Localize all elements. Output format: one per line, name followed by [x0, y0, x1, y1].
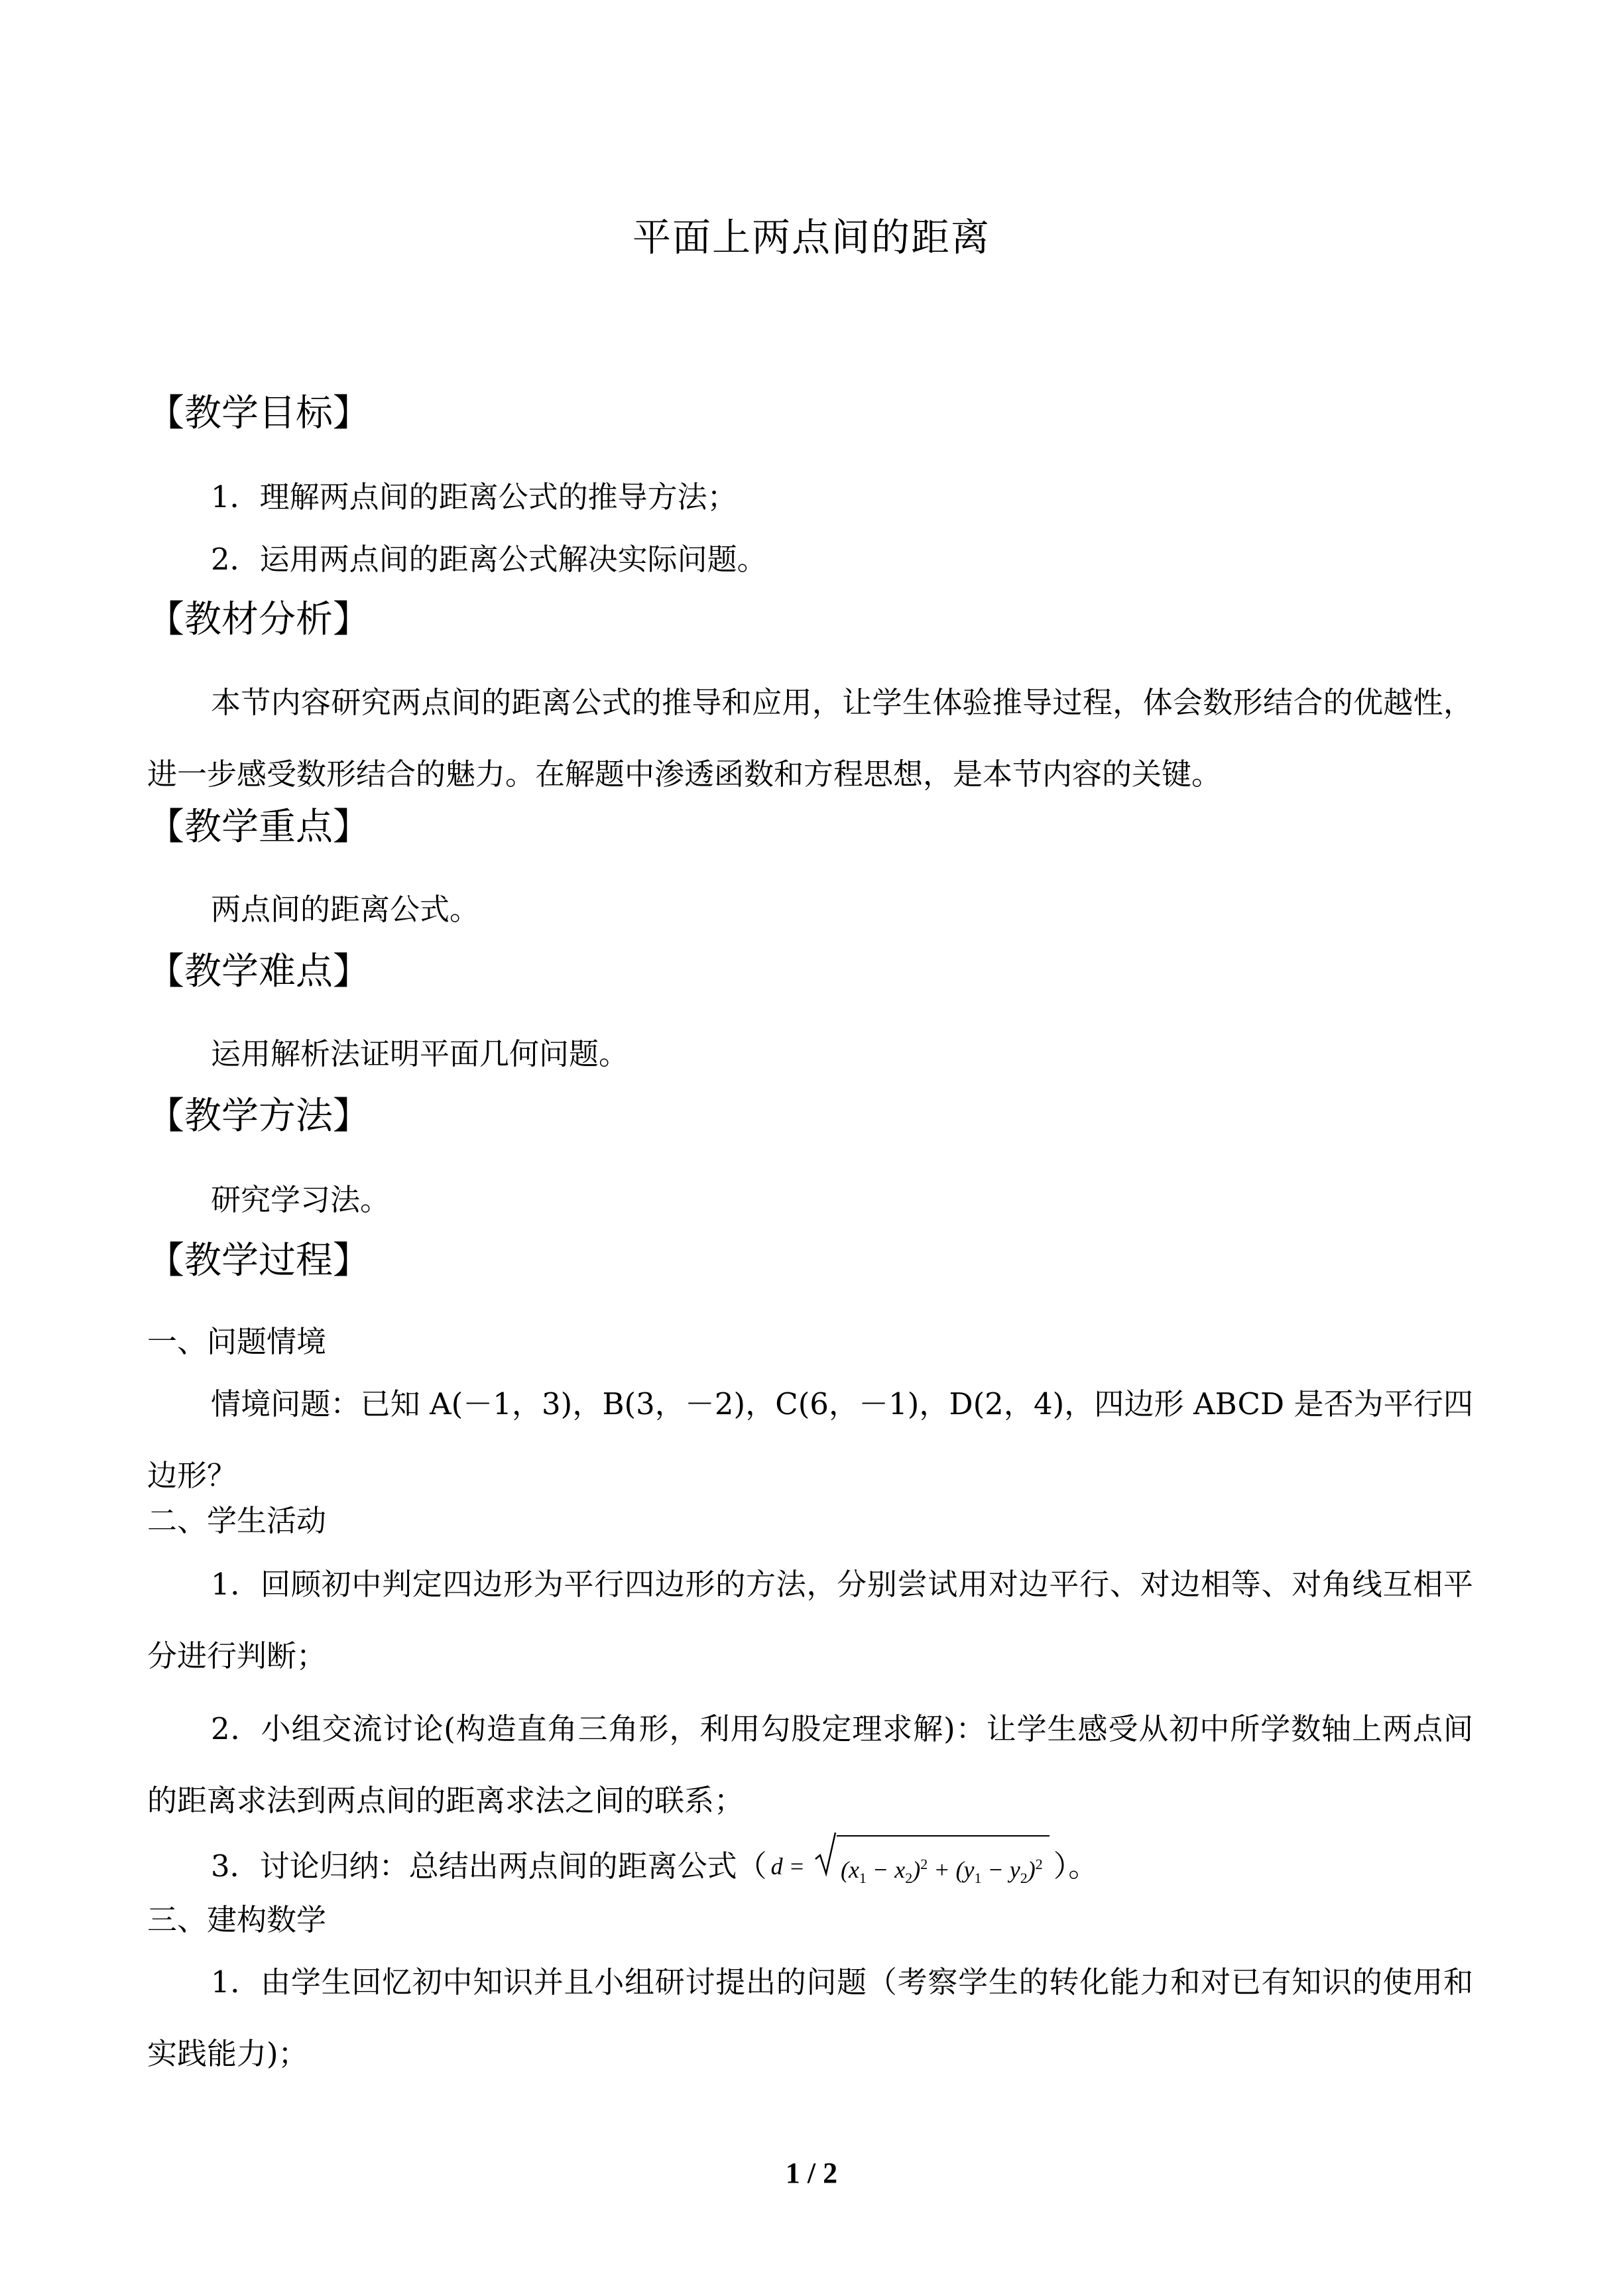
page-number: 1 / 2 [785, 2157, 838, 2189]
item3-suffix: ）。 [1053, 1848, 1099, 1884]
process-part2-item1: 1．回顾初中判定四边形为平行四边形的方法，分别尝试用对边平行、对边相等、对角线互相平分进行判断； [147, 1567, 1473, 1673]
heading-methods: 【教学方法】 [147, 1095, 370, 1138]
process-part1-title: 一、问题情境 [147, 1324, 327, 1359]
objective-item-1: 1．理解两点间的距离公式的推导方法； [211, 479, 737, 514]
process-part2-title: 二、学生活动 [147, 1503, 327, 1538]
process-part2-item2: 2．小组交流讨论(构造直角三角形，利用勾股定理求解)：让学生感受从初中所学数轴上两点间的距离求法到两点间的距离求法之间的联系； [147, 1711, 1473, 1818]
process-part2-item3 [211, 1831, 1098, 1901]
process-part3-title: 三、建构数学 [147, 1902, 327, 1937]
difficulties-text: 运用解析法证明平面几何问题。 [211, 1036, 629, 1071]
methods-text: 研究学习法。 [211, 1182, 391, 1217]
process-part3-item1: 1．由学生回忆初中知识并且小组研讨提出的问题（考察学生的转化能力和对已有知识的使用和实践能力)； [147, 1964, 1473, 2071]
key-points-text: 两点间的距离公式。 [211, 892, 480, 927]
heading-process: 【教学过程】 [147, 1239, 370, 1282]
distance-formula [771, 1831, 1050, 1901]
heading-objectives: 【教学目标】 [147, 392, 370, 435]
formula-radicand: $(x_1 - x_2)^2 + (y_1 - y_2)^2$ [837, 1835, 1050, 1901]
objective-item-2: 2．运用两点间的距离公式解决实际问题。 [211, 542, 767, 577]
formula-radical [814, 1831, 1050, 1901]
sqrt-icon [814, 1831, 837, 1878]
analysis-text: 本节内容研究两点间的距离公式的推导和应用，让学生体验推导过程，体会数形结合的优越性，进一步感受数形结合的魅力。在解题中渗透函数和方程思想，是本节内容的关键。 [147, 685, 1473, 792]
heading-difficulties: 【教学难点】 [147, 950, 370, 993]
item3-prefix: 3．讨论归纳：总结出两点间的距离公式（ [211, 1848, 767, 1884]
process-part1-text: 情境问题：已知 A(－1，3)，B(3，－2)，C(6，－1)，D(2，4)，四边形 ABCD 是否为平行四边形？ [147, 1386, 1473, 1493]
page-title: 平面上两点间的距离 [632, 215, 991, 260]
heading-analysis: 【教材分析】 [147, 598, 370, 641]
formula-lhs: d = [770, 1852, 805, 1880]
heading-key-points: 【教学重点】 [147, 806, 370, 849]
